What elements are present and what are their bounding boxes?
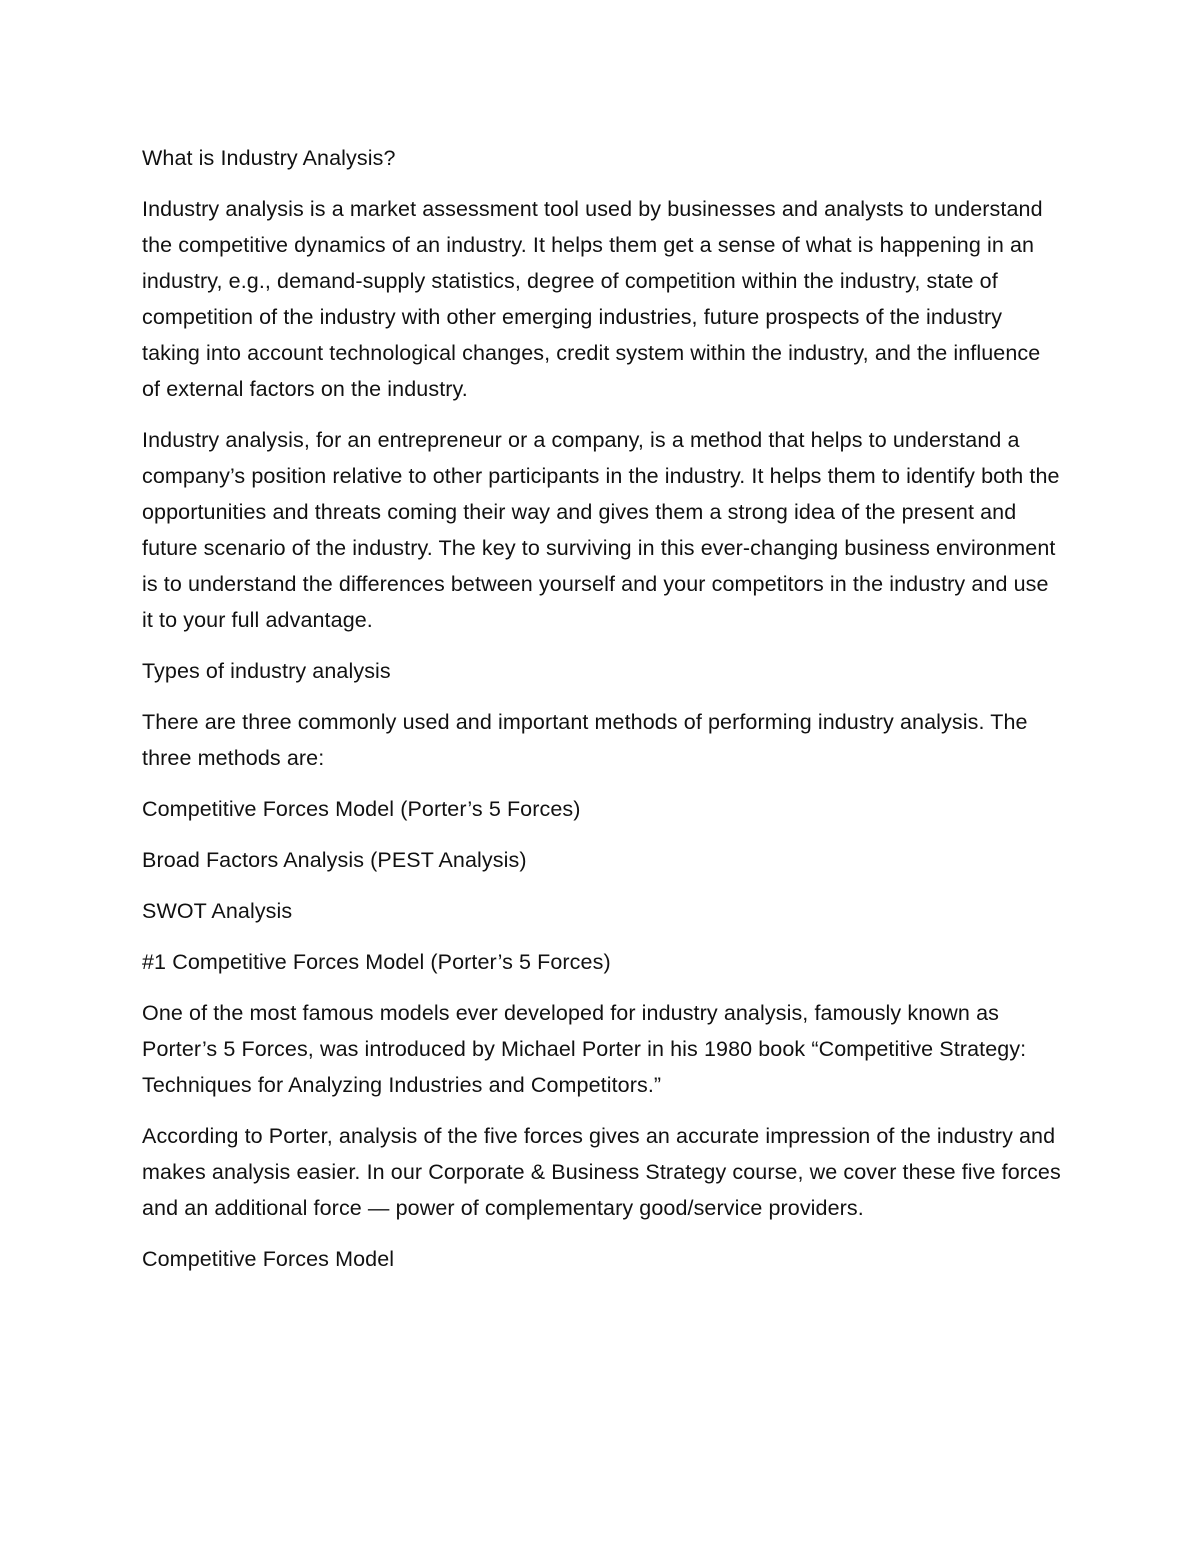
paragraph-porter-five-forces-analysis: According to Porter, analysis of the five forces gives an accurate impression of the industry and makes analysis easier. In our Corporate & Business Strategy course, we cover these five forces and an additional force — power of complementary good/service providers. [142, 1124, 1061, 1220]
heading-types-of-industry-analysis: Types of industry analysis [142, 659, 391, 683]
list-item-swot-analysis: SWOT Analysis [142, 899, 293, 923]
heading-competitive-forces-model: Competitive Forces Model [142, 1247, 395, 1271]
paragraph-industry-analysis-for-entrepreneurs: Industry analysis, for an entrepreneur or a company, is a method that helps to understand a company’s position relative to other participants in the industry. It helps them to identify both the opportunities and threats coming their way and gives them a strong idea of the present and future scenario of the industry. The key to surviving in this ever-changing business environment is to understand the differences between yourself and your competitors in the industry and use it to your full advantage. [142, 428, 1060, 632]
list-item-pest-analysis: Broad Factors Analysis (PEST Analysis) [142, 848, 527, 872]
list-item-competitive-forces-model: Competitive Forces Model (Porter’s 5 Forces) [142, 797, 581, 821]
heading-what-is-industry-analysis: What is Industry Analysis? [142, 146, 396, 170]
document-body [142, 140, 1062, 1292]
paragraph-industry-analysis-definition: Industry analysis is a market assessment tool used by businesses and analysts to understand the competitive dynamics of an industry. It helps them get a sense of what is happening in an industry, e.g., demand-supply statistics, degree of competition within the industry, state of competition of the industry with other emerging industries, future prospects of the industry taking into account technological changes, credit system within the industry, and the influence of external factors on the industry. [142, 197, 1043, 401]
paragraph-porter-model-history: One of the most famous models ever developed for industry analysis, famously known as Porter’s 5 Forces, was introduced by Michael Porter in his 1980 book “Competitive Strategy: Techniques for Analyzing Industries and Competitors.” [142, 1001, 1027, 1097]
heading-porters-five-forces: #1 Competitive Forces Model (Porter’s 5 Forces) [142, 950, 611, 974]
paragraph-three-methods-intro: There are three commonly used and important methods of performing industry analysis. The three methods are: [142, 710, 1028, 770]
